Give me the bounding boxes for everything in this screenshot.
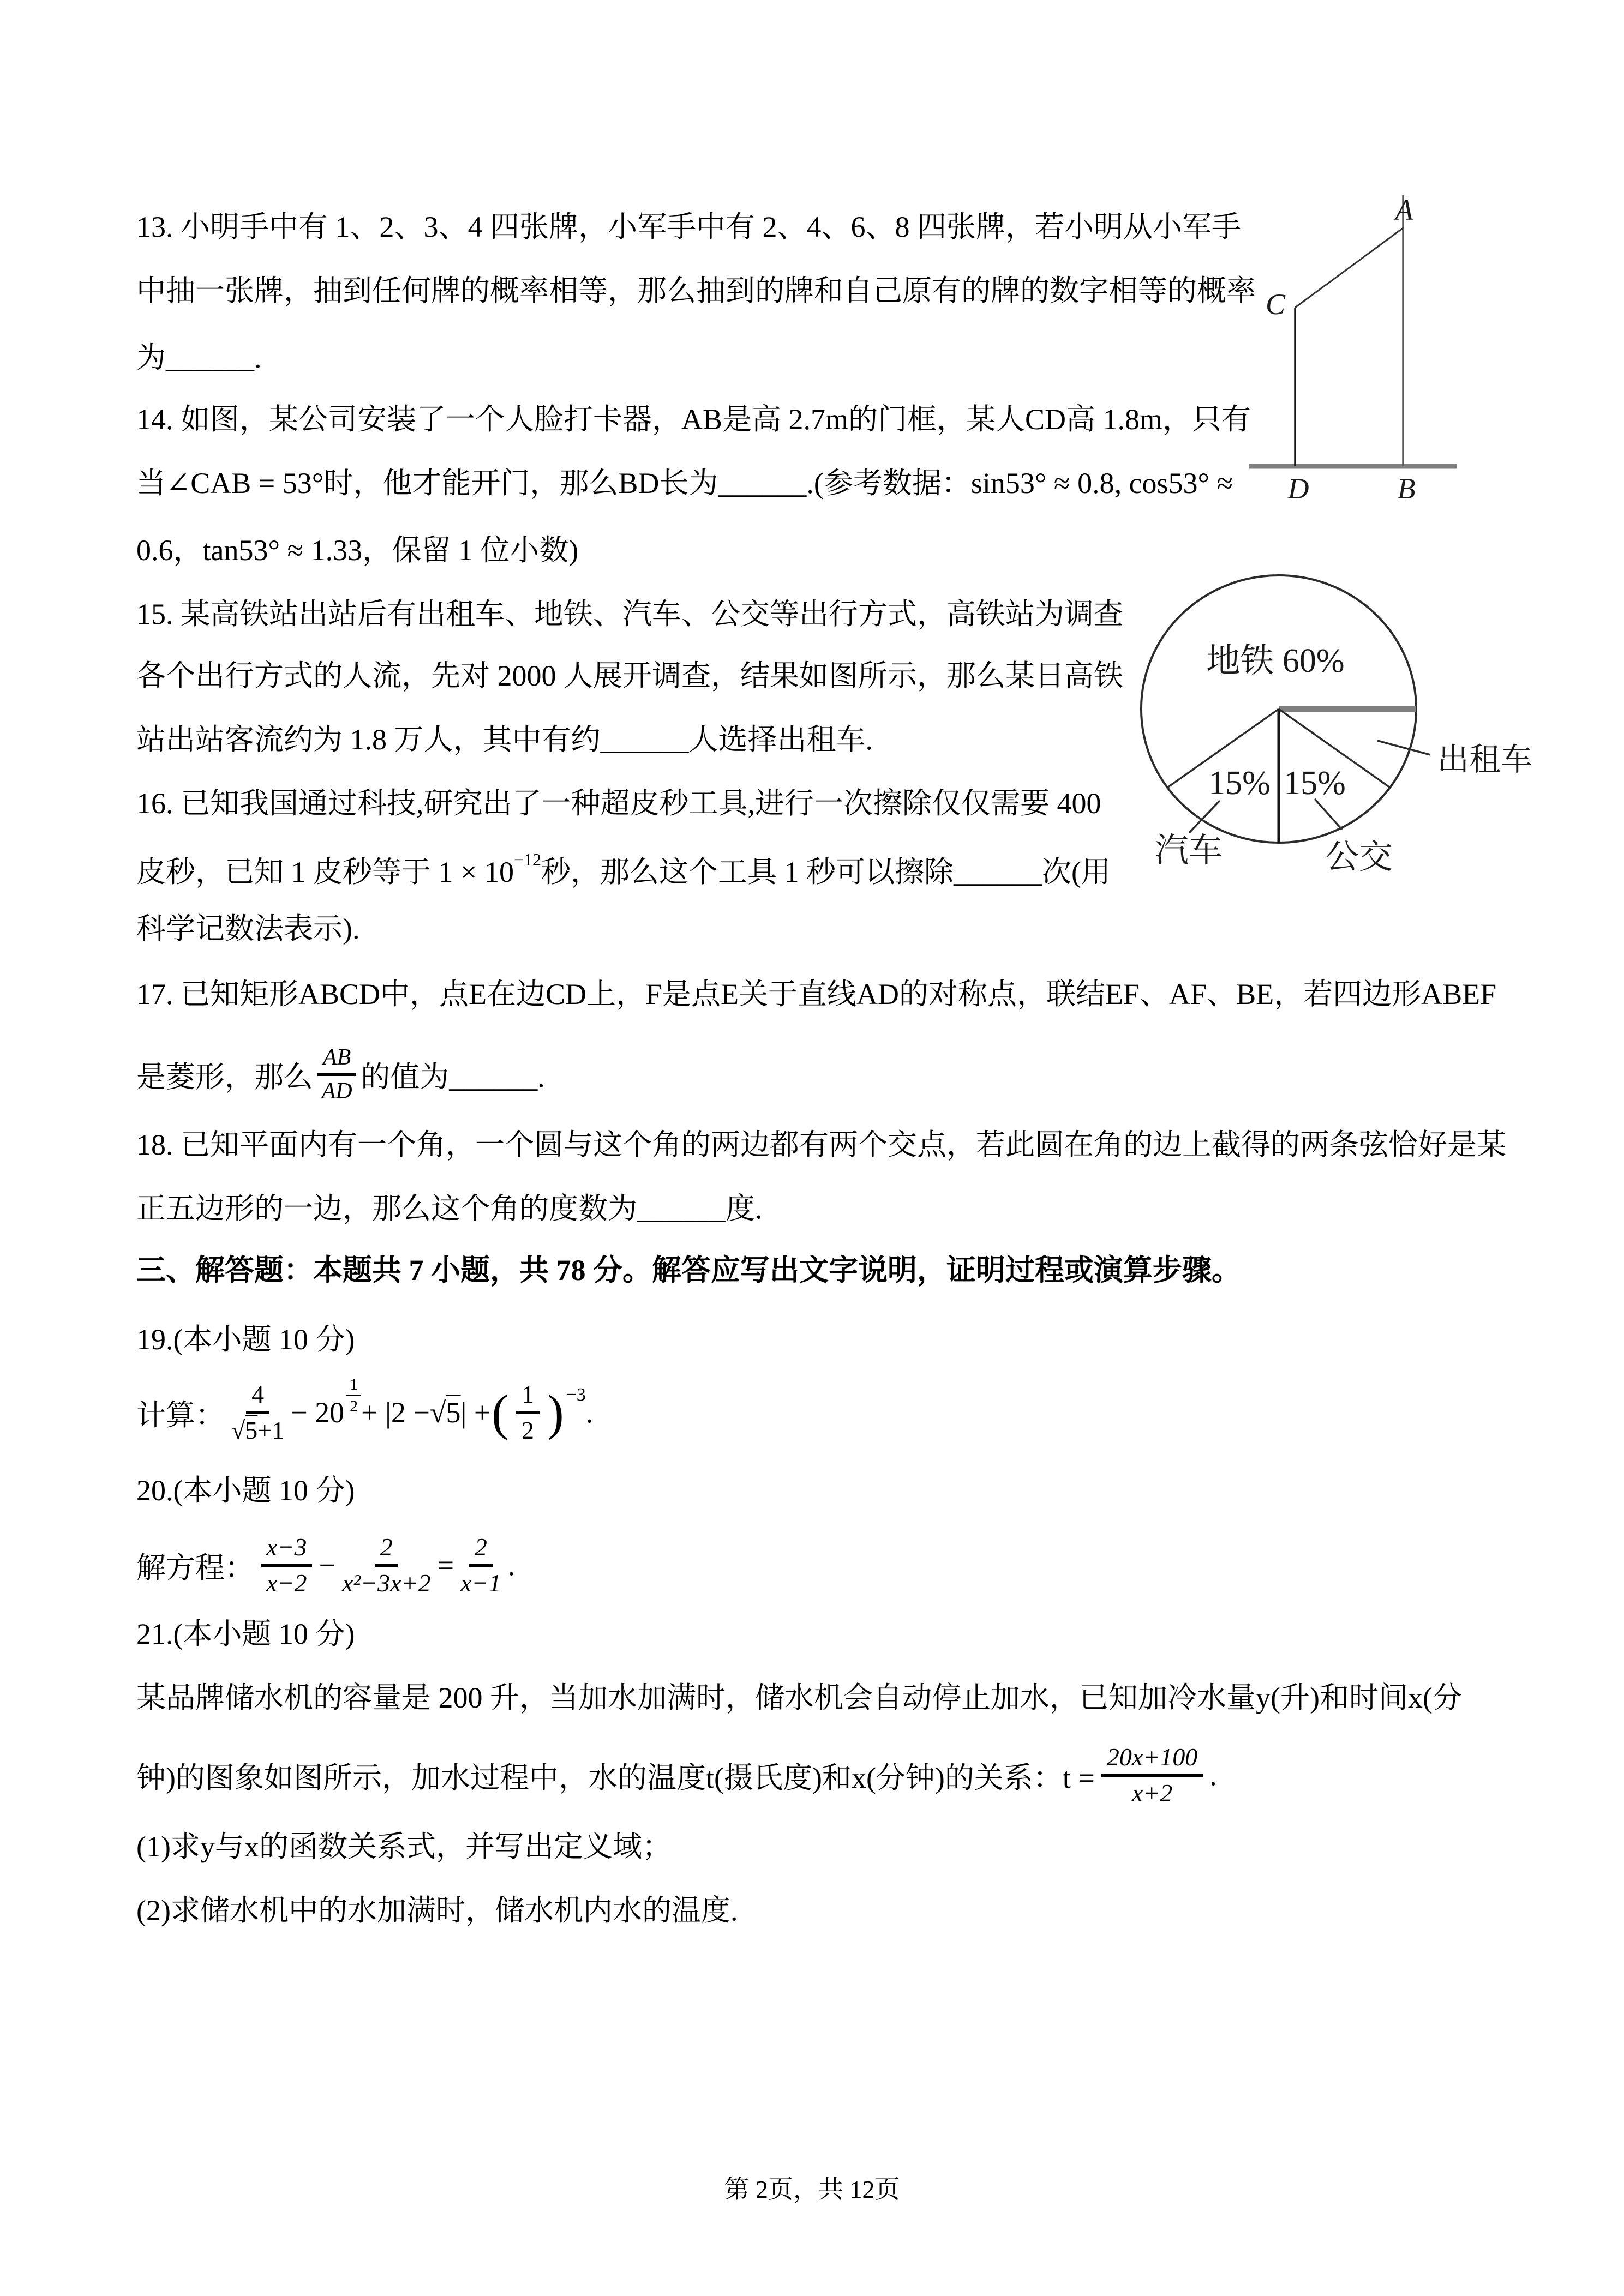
p19-exponent-minus3: −3 — [566, 1385, 586, 1405]
p21-line2 — [136, 1732, 1217, 1819]
p14-line1: 14. 如图，某公司安装了一个人脸打卡器，AB是高 2.7m的门框，某人CD高 1.8m，只有 — [136, 403, 1251, 436]
p20-frac1-numerator: x−3 — [261, 1533, 312, 1567]
slice-label-15-left: 15% — [1208, 765, 1271, 802]
p19-period: . — [585, 1396, 594, 1429]
page-number-footer: 第 2页，共 12页 — [724, 2175, 900, 2203]
p15-line3-blank: 站出站客流约为 1.8 万人，其中有约______人选择出租车. — [136, 723, 873, 756]
slice-label-bus: 公交 — [1325, 839, 1393, 876]
point-label-C: C — [1265, 288, 1286, 321]
p21-frac-denominator: x+2 — [1131, 1778, 1173, 1807]
p20-frac3-numerator: 2 — [469, 1533, 493, 1567]
travel-mode-pie-chart — [1124, 556, 1587, 894]
point-label-D: D — [1287, 472, 1309, 505]
p19-formula — [136, 1369, 593, 1456]
p20-minus: − — [319, 1549, 335, 1582]
p20-fraction2 — [342, 1533, 431, 1598]
p15-line1: 15. 某高铁站出站后有出租车、地铁、汽车、公交等出行方式，高铁站为调查 — [136, 598, 1123, 630]
p17-line1: 17. 已知矩形ABCD中，点E在边CD上，F是点E关于直线AD的对称点，联结EF、AF、BE，若四边形ABEF — [136, 978, 1497, 1011]
p19-op1: − 20 — [291, 1396, 345, 1429]
radical-sign-2: √ — [429, 1396, 446, 1429]
taxi-leader-line — [1377, 741, 1430, 755]
p21-line1: 某品牌储水机的容量是 200 升，当加水加满时，储水机会自动停止加水，已知加冷水量y(升)和时间x(分 — [136, 1681, 1462, 1714]
p19-fraction2 — [516, 1380, 540, 1445]
p18-line1: 18. 已知平面内有一个角，一个圆与这个角的两边都有两个交点，若此圆在角的边上截得的两条弦恰好是某 — [136, 1128, 1506, 1161]
p20-frac1-denominator: x−2 — [266, 1568, 307, 1597]
point-label-B: B — [1397, 472, 1416, 505]
p17-line2 — [136, 1033, 545, 1115]
p13-line3-blank: 为______. — [136, 341, 262, 374]
p19-exp-numerator: 1 — [346, 1375, 361, 1396]
p19-frac1-numerator: 4 — [246, 1380, 269, 1414]
p21-line2-end: . — [1209, 1759, 1217, 1792]
p19-op2: + |2 − — [361, 1396, 430, 1429]
p21-frac-numerator: 20x+100 — [1101, 1743, 1203, 1777]
p14-line2: 当∠CAB = 53°时，他才能开门，那么BD长为______.(参考数据：sin53° ≈ 0.8, cos53° ≈ — [136, 467, 1233, 500]
p19-prefix: 计算： — [136, 1398, 225, 1432]
p16-line3: 科学记数法表示). — [136, 912, 360, 945]
p16-line2-pre: 皮秒，已知 1 皮秒等于 1 × 10 — [136, 856, 514, 888]
p20-fraction1 — [261, 1533, 312, 1598]
p20-prefix: 解方程： — [136, 1551, 254, 1584]
p19-frac2-denominator: 2 — [521, 1416, 534, 1444]
p19-frac2-numerator: 1 — [516, 1380, 540, 1414]
point-label-A: A — [1395, 194, 1413, 226]
p19-op3: | + — [460, 1396, 491, 1429]
slice-label-car: 汽车 — [1154, 832, 1223, 869]
p19-left-paren: ( — [492, 1385, 508, 1440]
p20-equals: = — [437, 1549, 454, 1582]
segment-CA — [1295, 228, 1403, 308]
p21-line2-pre: 钟)的图象如图所示，加水过程中，水的温度t(摄氏度)和x(分钟)的关系：t = — [136, 1761, 1095, 1794]
p15-line2: 各个出行方式的人流，先对 2000 人展开调查，结果如图所示，那么某日高铁 — [136, 659, 1123, 692]
radicand: 5 — [245, 1416, 258, 1444]
p20-frac2-numerator: 2 — [375, 1533, 398, 1567]
p16-line2 — [136, 849, 1111, 891]
p19-fraction1 — [231, 1380, 284, 1445]
p19-exponent-half — [346, 1375, 361, 1415]
p16-line1: 16. 已知我国通过科技,研究出了一种超皮秒工具,进行一次擦除仅仅需要 400 — [136, 787, 1101, 820]
p13-line1: 13. 小明手中有 1、2、3、4 四张牌，小军手中有 2、4、6、8 四张牌，若小明从小军手 — [136, 211, 1241, 243]
p21-item2: (2)求储水机中的水加满时，储水机内水的温度. — [136, 1894, 738, 1927]
door-frame-figure — [1216, 180, 1489, 507]
p21-fraction — [1101, 1743, 1203, 1808]
p17-fraction-AB-AD — [317, 1044, 356, 1104]
section3-header: 三、解答题：本题共 7 小题，共 78 分。解答应写出文字说明，证明过程或演算步骤。 — [136, 1254, 1241, 1287]
p17-line2-pre: 是菱形，那么 — [136, 1060, 313, 1093]
p21-label: 21.(本小题 10 分) — [136, 1618, 355, 1650]
p14-line3: 0.6，tan53° ≈ 1.33，保留 1 位小数) — [136, 534, 579, 567]
p19-right-paren: ) — [547, 1385, 564, 1440]
p20-label: 20.(本小题 10 分) — [136, 1474, 355, 1507]
p19-label: 19.(本小题 10 分) — [136, 1323, 355, 1356]
p19-frac1-denominator-rest: +1 — [257, 1416, 285, 1444]
p20-formula — [136, 1522, 515, 1609]
radical-sign: √ — [231, 1416, 245, 1444]
p16-line2-post: 秒，那么这个工具 1 秒可以擦除______次(用 — [541, 856, 1111, 888]
p19-frac1-denominator — [231, 1414, 284, 1445]
p20-frac2-denominator: x²−3x+2 — [341, 1568, 431, 1597]
radicand-2: 5 — [446, 1396, 461, 1429]
p17-frac-denominator: AD — [321, 1078, 352, 1104]
p20-frac3-denominator: x−1 — [460, 1568, 501, 1597]
slice-label-metro: 地铁 60% — [1206, 642, 1345, 680]
p20-fraction3 — [460, 1533, 501, 1598]
p16-exponent: −12 — [513, 850, 542, 869]
p17-line2-post: 的值为______. — [361, 1060, 545, 1093]
p17-frac-numerator: AB — [317, 1044, 356, 1075]
p21-item1: (1)求y与x的函数关系式，并写出定义域； — [136, 1830, 672, 1863]
p18-line2-blank: 正五边形的一边，那么这个角的度数为______度. — [136, 1192, 763, 1225]
slice-label-15-right: 15% — [1284, 765, 1346, 802]
p20-period: . — [507, 1549, 516, 1582]
slice-label-taxi: 出租车 — [1437, 742, 1533, 777]
p19-exp-denominator: 2 — [350, 1397, 358, 1415]
p13-line2: 中抽一张牌，抽到任何牌的概率相等，那么抽到的牌和自己原有的牌的数字相等的概率 — [136, 274, 1256, 307]
bus-leader-line — [1315, 799, 1342, 830]
